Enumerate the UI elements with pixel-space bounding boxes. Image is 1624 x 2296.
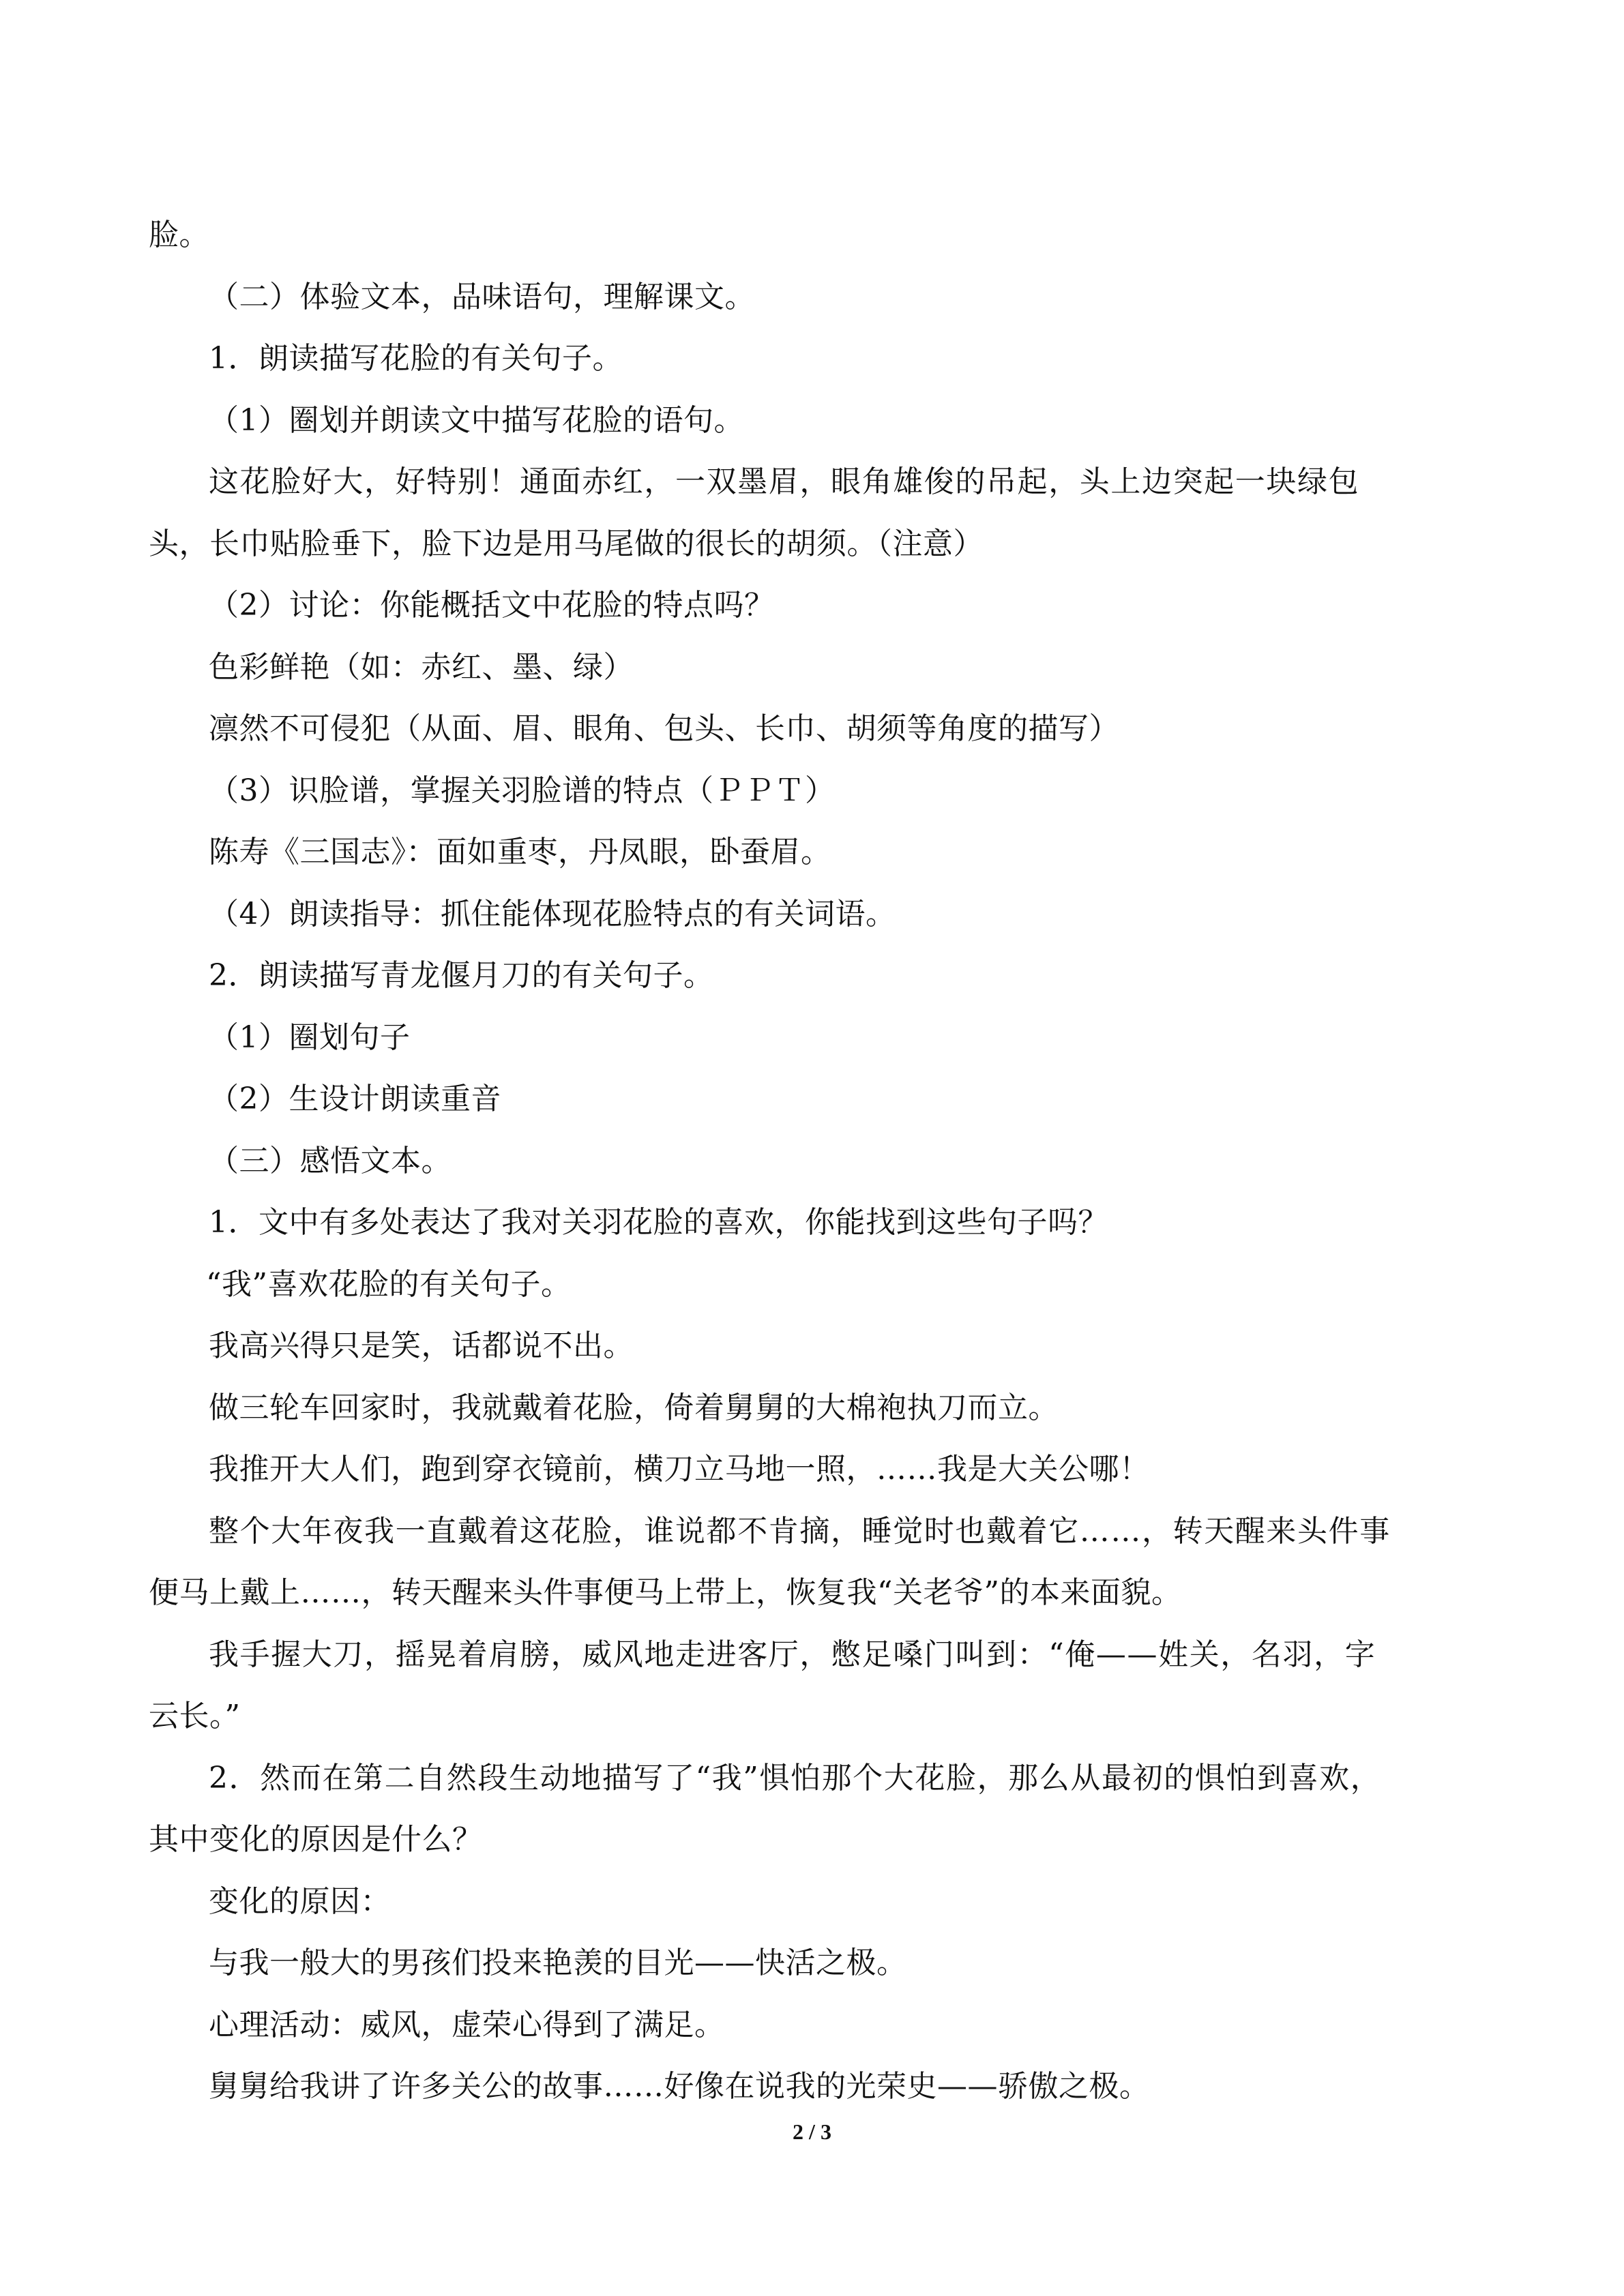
text-line: （2）讨论：你能概括文中花脸的特点吗？ — [209, 588, 775, 623]
text-line: 云长。” — [149, 1699, 241, 1733]
text-line: 我推开大人们，跑到穿衣镜前，横刀立马地一照，……我是大关公哪！ — [209, 1452, 1150, 1487]
document-body — [149, 205, 1475, 2118]
text-line: 2．朗读描写青龙偃月刀的有关句子。 — [209, 958, 714, 993]
text-line: 与我一般大的男孩们投来艳羡的目光——快活之极。 — [209, 1945, 907, 1980]
text-line: 1．朗读描写花脸的有关句子。 — [209, 341, 623, 376]
text-line: 其中变化的原因是什么？ — [149, 1822, 483, 1857]
text-line: “我”喜欢花脸的有关句子。 — [206, 1266, 572, 1302]
text-line: （2）生设计朗读重音 — [209, 1082, 501, 1116]
section-heading: （二）体验文本，品味语句，理解课文。 — [209, 279, 755, 314]
text-line: 头，长巾贴脸垂下，脸下边是用马尾做的很长的胡须。（注意） — [149, 526, 984, 561]
text-line: 1．文中有多处表达了我对关羽花脸的喜欢，你能找到这些句子吗？ — [209, 1205, 1108, 1240]
text-line: 我高兴得只是笑，话都说不出。 — [209, 1328, 634, 1363]
text-line: 便马上戴上……，转天醒来头件事便马上带上，恢复我“关老爷”的本来面貌。 — [149, 1575, 1182, 1610]
text-line: （3）识脸谱，掌握关羽脸谱的特点（ＰＰＴ） — [209, 773, 836, 808]
text-line: 变化的原因： — [209, 1883, 391, 1919]
text-line: 我手握大刀，摇晃着肩膀，威风地走进客厅，憋足嗓门叫到：“俺——姓关，名羽，字 — [209, 1637, 1376, 1672]
page-number: 2 / 3 — [793, 2119, 831, 2144]
text-line: （1）圈划并朗读文中描写花脸的语句。 — [209, 402, 744, 438]
text-line: 2．然而在第二自然段生动地描写了“我”惧怕那个大花脸，那么从最初的惧怕到喜欢， — [209, 1760, 1382, 1795]
text-line: 舅舅给我讲了许多关公的故事……好像在说我的光荣史——骄傲之极。 — [209, 2069, 1150, 2104]
text-line: 色彩鲜艳（如：赤红、墨、绿） — [209, 649, 634, 685]
text-line: 心理活动：威风，虚荣心得到了满足。 — [209, 2007, 725, 2042]
section-heading: （三）感悟文本。 — [209, 1143, 452, 1178]
text-line: 陈寿《三国志》：面如重枣，丹凤眼，卧蚕眉。 — [209, 835, 831, 869]
text-line: （1）圈划句子 — [209, 1019, 411, 1055]
text-line: 整个大年夜我一直戴着这花脸，谁说都不肯摘，睡觉时也戴着它……，转天醒来头件事 — [209, 1513, 1391, 1549]
text-line: 这花脸好大，好特别！通面赤红，一双墨眉，眼角雄俊的吊起，头上边突起一块绿包 — [209, 464, 1360, 499]
text-line: 做三轮车回家时，我就戴着花脸，倚着舅舅的大棉袍执刀而立。 — [209, 1390, 1059, 1425]
text-line: 脸。 — [149, 218, 209, 252]
text-line: 凛然不可侵犯（从面、眉、眼角、包头、长巾、胡须等角度的描写） — [209, 711, 1119, 746]
text-line: （4）朗读指导：抓住能体现花脸特点的有关词语。 — [209, 896, 896, 931]
